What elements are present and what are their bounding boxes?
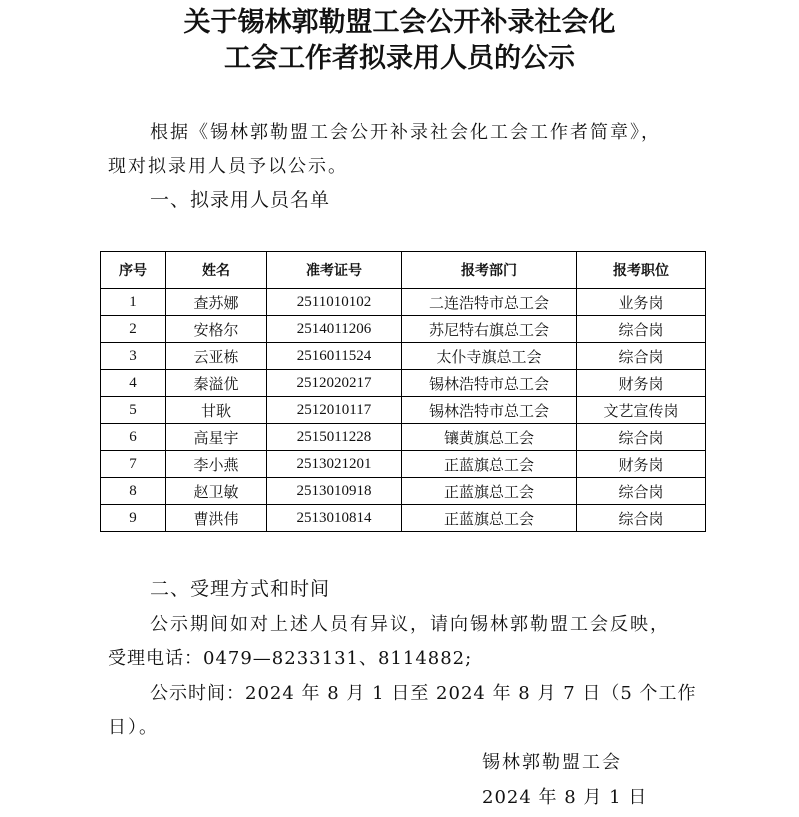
table-header-row	[101, 252, 706, 289]
table-row	[101, 451, 706, 478]
cell-position: 文艺宣传岗	[577, 397, 706, 424]
cell-name: 甘耿	[166, 397, 267, 424]
cell-index: 5	[101, 397, 166, 424]
cell-name: 李小燕	[166, 451, 267, 478]
cell-name: 安格尔	[166, 316, 267, 343]
cell-department: 正蓝旗总工会	[402, 505, 577, 532]
cell-exam-number: 2514011206	[267, 316, 402, 343]
table-row	[101, 424, 706, 451]
cell-department: 苏尼特右旗总工会	[402, 316, 577, 343]
cell-position: 综合岗	[577, 478, 706, 505]
cell-exam-number: 2513010814	[267, 505, 402, 532]
cell-name: 秦溢优	[166, 370, 267, 397]
cell-name: 云亚栋	[166, 343, 267, 370]
cell-position: 综合岗	[577, 424, 706, 451]
header-exam-number: 准考证号	[267, 252, 402, 289]
cell-position: 财务岗	[577, 451, 706, 478]
cell-exam-number: 2515011228	[267, 424, 402, 451]
cell-position: 业务岗	[577, 289, 706, 316]
document-title-line-2: 工会工作者拟录用人员的公示	[224, 43, 575, 74]
cell-index: 7	[101, 451, 166, 478]
header-department: 报考部门	[402, 252, 577, 289]
cell-exam-number: 2512020217	[267, 370, 402, 397]
cell-department: 正蓝旗总工会	[402, 451, 577, 478]
cell-exam-number: 2511010102	[267, 289, 402, 316]
cell-name: 赵卫敏	[166, 478, 267, 505]
cell-index: 9	[101, 505, 166, 532]
cell-name: 高星宇	[166, 424, 267, 451]
table-row	[101, 478, 706, 505]
cell-department: 太仆寺旗总工会	[402, 343, 577, 370]
contact-paragraph-line-1: 公示期间如对上述人员有异议，请向锡林郭勒盟工会反映，	[150, 614, 670, 635]
cell-department: 锡林浩特市总工会	[402, 397, 577, 424]
cell-position: 综合岗	[577, 505, 706, 532]
header-index: 序号	[101, 252, 166, 289]
cell-department: 二连浩特市总工会	[402, 289, 577, 316]
table-row	[101, 289, 706, 316]
document-title-line-1: 关于锡林郭勒盟工会公开补录社会化	[183, 7, 616, 38]
header-name: 姓名	[166, 252, 267, 289]
cell-index: 6	[101, 424, 166, 451]
cell-index: 3	[101, 343, 166, 370]
period-paragraph-line-2: 日）。	[108, 717, 159, 738]
header-position: 报考职位	[577, 252, 706, 289]
table-row	[101, 316, 706, 343]
cell-position: 综合岗	[577, 343, 706, 370]
period-paragraph-line-1: 公示时间：2024 年 8 月 1 日至 2024 年 8 月 7 日（5 个工作	[150, 683, 697, 704]
cell-name: 曹洪伟	[166, 505, 267, 532]
candidate-table	[100, 251, 706, 532]
section-1-heading: 一、拟录用人员名单	[150, 189, 331, 211]
cell-index: 4	[101, 370, 166, 397]
cell-index: 2	[101, 316, 166, 343]
contact-paragraph-line-2: 受理电话：0479—8233131、8114882;	[108, 648, 473, 669]
signature-date: 2024 年 8 月 1 日	[482, 787, 648, 808]
intro-paragraph-line-1: 根据《锡林郭勒盟工会公开补录社会化工会工作者简章》，	[150, 122, 661, 143]
cell-position: 财务岗	[577, 370, 706, 397]
intro-paragraph-line-2: 现对拟录用人员予以公示。	[108, 156, 348, 177]
cell-department: 正蓝旗总工会	[402, 478, 577, 505]
cell-name: 查苏娜	[166, 289, 267, 316]
table-row	[101, 370, 706, 397]
cell-exam-number: 2513010918	[267, 478, 402, 505]
table-row	[101, 397, 706, 424]
cell-department: 锡林浩特市总工会	[402, 370, 577, 397]
cell-exam-number: 2513021201	[267, 451, 402, 478]
table-row	[101, 343, 706, 370]
cell-exam-number: 2516011524	[267, 343, 402, 370]
cell-index: 1	[101, 289, 166, 316]
cell-position: 综合岗	[577, 316, 706, 343]
table-row	[101, 505, 706, 532]
cell-index: 8	[101, 478, 166, 505]
cell-exam-number: 2512010117	[267, 397, 402, 424]
signature-organization: 锡林郭勒盟工会	[482, 752, 622, 773]
cell-department: 镶黄旗总工会	[402, 424, 577, 451]
section-2-heading: 二、受理方式和时间	[150, 578, 331, 600]
